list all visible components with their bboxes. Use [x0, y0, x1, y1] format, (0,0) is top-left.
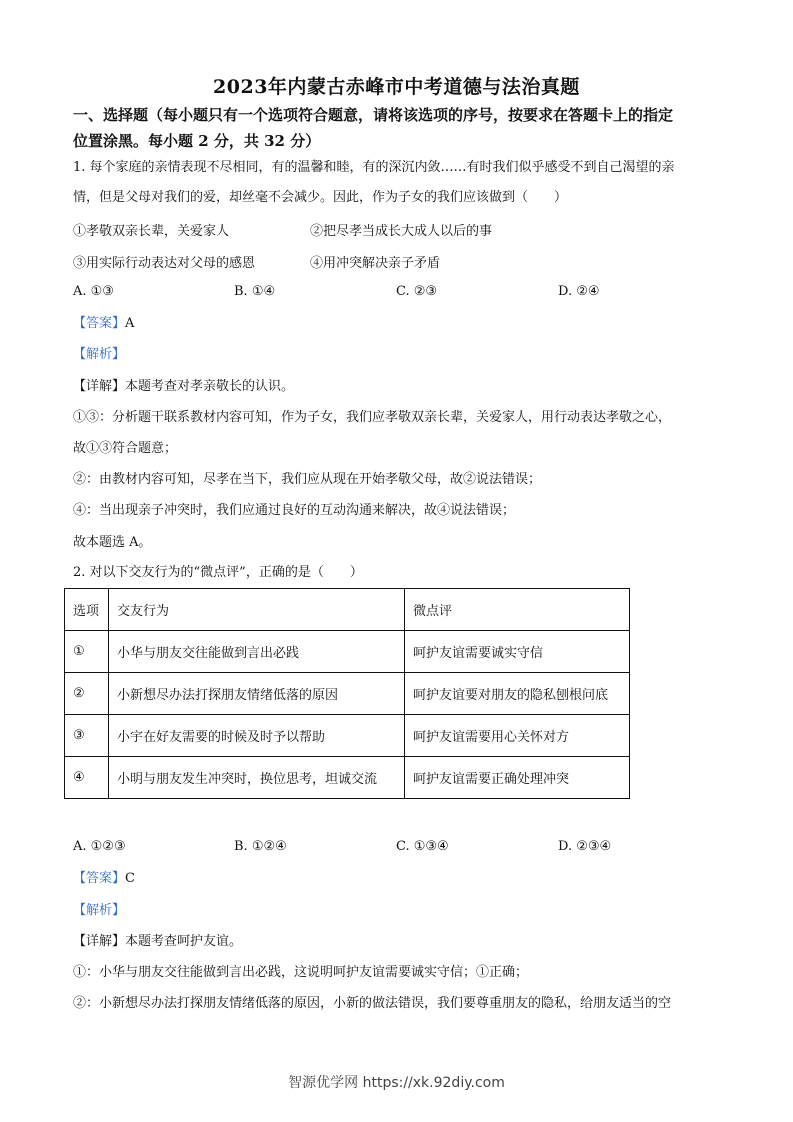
table-cell: 小新想尽办法打探朋友情绪低落的原因: [109, 673, 405, 715]
q2-option-a: A. ①②③: [73, 839, 126, 854]
q2-option-b: B. ①②④: [234, 839, 287, 854]
q2-answer: [73, 869, 135, 889]
q2-option-d: D. ②③④: [558, 839, 612, 854]
table-header-cell: 微点评: [405, 589, 630, 631]
table-cell: 小宇在好友需要的时候及时予以帮助: [109, 715, 405, 757]
q1-explanation-1-line-1: ①③：分析题干联系教材内容可知，作为子女，我们应孝敬双亲长辈，关爱家人，用行动表达孝敬之心，: [73, 410, 672, 425]
q1-stem-line-1: 1. 每个家庭的亲情表现不尽相同，有的温馨和睦，有的深沉内敛……有时我们似乎感受不到自己渴望的亲: [73, 160, 675, 175]
table-cell: ①: [65, 631, 109, 673]
q1-explanation-1-line-2: 故①③符合题意；: [73, 441, 178, 456]
section-heading-line-1: 一、选择题（每小题只有一个选项符合题意，请将该选项的序号，按要求在答题卡上的指定: [73, 106, 674, 124]
table-cell: ④: [65, 757, 109, 799]
table-header-cell: 选项: [65, 589, 109, 631]
q2-answer-label: 【答案】: [73, 871, 126, 886]
q1-option-d: D. ②④: [558, 284, 600, 299]
q1-answer-label: 【答案】: [73, 316, 126, 331]
page-title: 2023年内蒙古赤峰市中考道德与法治真题: [213, 76, 580, 98]
q1-explanation-2: ②：由教材内容可知，尽孝在当下，我们应从现在开始孝敬父母，故②说法错误；: [73, 472, 542, 487]
q1-answer: [73, 314, 134, 334]
table-header-row: [65, 589, 630, 631]
q1-analysis-label: 【解析】: [73, 347, 126, 362]
q1-option-c: C. ②③: [396, 284, 438, 299]
q1-item-2: ②把尽孝当成长大成人以后的事: [310, 224, 493, 239]
section-heading: [73, 102, 723, 154]
q2-detail: 【详解】本题考查呵护友谊。: [73, 934, 243, 949]
q1-option-b: B. ①④: [234, 284, 276, 299]
table-row: [65, 631, 630, 673]
q1-stem-line-2: 情，但是父母对我们的爱，却丝毫不会减少。因此，作为子女的我们应该做到（ ）: [73, 190, 568, 205]
q1-explanation-3: ④：当出现亲子冲突时，我们应通过良好的互动沟通来解决，故④说法错误；: [73, 503, 516, 518]
q2-stem: 2. 对以下交友行为的“微点评”，正确的是（ ）: [73, 565, 363, 580]
table-cell: 小明与朋友发生冲突时，换位思考，坦诚交流: [109, 757, 405, 799]
table-cell: 呵护友谊需要诚实守信: [405, 631, 630, 673]
q1-answer-value: A: [125, 316, 135, 331]
table-header-cell: 交友行为: [109, 589, 405, 631]
q1-conclusion: 故本题选 A。: [73, 535, 152, 550]
q1-detail: 【详解】本题考查对孝亲敬长的认识。: [73, 379, 295, 394]
q2-explanation-1: ①：小华与朋友交往能做到言出必践，这说明呵护友谊需要诚实守信；①正确；: [73, 965, 529, 980]
section-heading-line-2: 位置涂黑。每小题 2 分，共 32 分）: [73, 132, 321, 150]
q1-item-1: ①孝敬双亲长辈，关爱家人: [73, 224, 230, 239]
q2-explanation-2: ②：小新想尽办法打探朋友情绪低落的原因，小新的做法错误，我们要尊重朋友的隐私，给朋友适当的空: [73, 996, 672, 1011]
table-cell: 小华与朋友交往能做到言出必践: [109, 631, 405, 673]
q1-item-3: ③用实际行动表达对父母的感恩: [73, 256, 256, 271]
table-row: [65, 757, 630, 799]
table-cell: 呵护友谊需要用心关怀对方: [405, 715, 630, 757]
site-watermark-footer: 智源优学网 https://xk.92diy.com: [288, 1075, 505, 1091]
table-cell: 呵护友谊需要正确处理冲突: [405, 757, 630, 799]
table-row: [65, 715, 630, 757]
q1-item-4: ④用冲突解决亲子矛盾: [310, 256, 441, 271]
table-cell: ②: [65, 673, 109, 715]
table-cell: 呵护友谊要对朋友的隐私刨根问底: [405, 673, 630, 715]
q1-option-a: A. ①③: [73, 284, 114, 299]
q2-analysis-label: 【解析】: [73, 903, 126, 918]
q2-table: [64, 588, 630, 799]
q2-option-c: C. ①③④: [396, 839, 449, 854]
table-cell: ③: [65, 715, 109, 757]
q2-answer-value: C: [125, 871, 135, 886]
table-row: [65, 673, 630, 715]
